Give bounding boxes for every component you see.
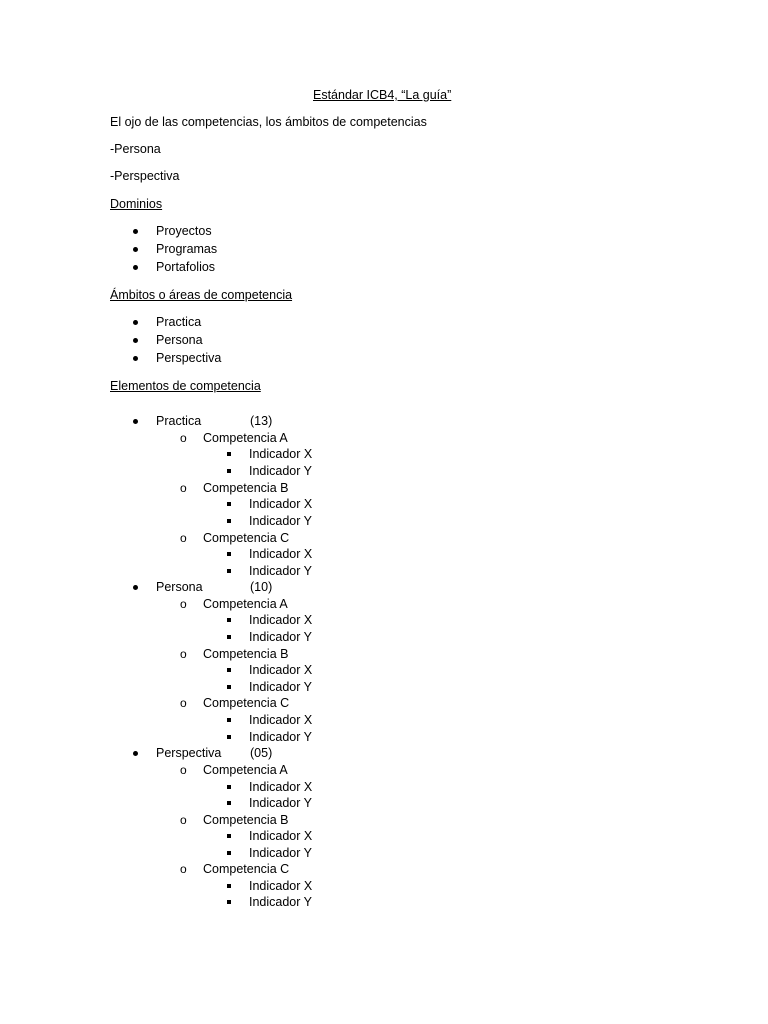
indicador: Indicador X (249, 829, 313, 843)
indicador: Indicador Y (249, 464, 313, 478)
square-bullet-icon (227, 452, 231, 456)
bullet-icon (133, 338, 138, 343)
indicador: Indicador Y (249, 564, 313, 578)
bullet-icon (133, 229, 138, 234)
circle-bullet-icon: o (180, 481, 187, 495)
ambitos-heading: Ámbitos o áreas de competencia (110, 288, 293, 302)
group-name: Persona (156, 580, 203, 594)
square-bullet-icon (227, 785, 231, 789)
indicador: Indicador X (249, 447, 313, 461)
indicador: Indicador Y (249, 730, 313, 744)
circle-bullet-icon: o (180, 531, 187, 545)
dash-item-perspectiva: -Perspectiva (110, 169, 180, 183)
square-bullet-icon (227, 900, 231, 904)
circle-bullet-icon: o (180, 862, 187, 876)
square-bullet-icon (227, 884, 231, 888)
circle-bullet-icon: o (180, 431, 187, 445)
document-title: Estándar ICB4, “La guía” (313, 88, 452, 102)
competencia-name: Competencia C (203, 862, 290, 876)
square-bullet-icon (227, 718, 231, 722)
competencia-name: Competencia A (203, 763, 288, 777)
square-bullet-icon (227, 569, 231, 573)
bullet-icon (133, 419, 138, 424)
group-count: (10) (250, 580, 273, 594)
ambito-item: Perspectiva (156, 351, 222, 365)
competencia-name: Competencia A (203, 597, 288, 611)
square-bullet-icon (227, 635, 231, 639)
indicador: Indicador Y (249, 630, 313, 644)
indicador: Indicador X (249, 879, 313, 893)
indicador: Indicador Y (249, 680, 313, 694)
square-bullet-icon (227, 618, 231, 622)
dominio-item: Programas (156, 242, 218, 256)
square-bullet-icon (227, 685, 231, 689)
circle-bullet-icon: o (180, 597, 187, 611)
bullet-icon (133, 265, 138, 270)
indicador: Indicador Y (249, 514, 313, 528)
bullet-icon (133, 585, 138, 590)
group-count: (05) (250, 746, 273, 760)
square-bullet-icon (227, 469, 231, 473)
dash-item-persona: -Persona (110, 142, 161, 156)
circle-bullet-icon: o (180, 813, 187, 827)
dominios-heading: Dominios (110, 197, 163, 211)
indicador: Indicador X (249, 547, 313, 561)
bullet-icon (133, 247, 138, 252)
square-bullet-icon (227, 851, 231, 855)
group-name: Practica (156, 414, 202, 428)
dominio-item: Proyectos (156, 224, 212, 238)
indicador: Indicador Y (249, 846, 313, 860)
group-count: (13) (250, 414, 273, 428)
indicador: Indicador Y (249, 895, 313, 909)
bullet-icon (133, 320, 138, 325)
indicador: Indicador X (249, 780, 313, 794)
square-bullet-icon (227, 735, 231, 739)
circle-bullet-icon: o (180, 763, 187, 777)
ambito-item: Practica (156, 315, 202, 329)
square-bullet-icon (227, 834, 231, 838)
bullet-icon (133, 356, 138, 361)
dominio-item: Portafolios (156, 260, 216, 274)
elementos-heading: Elementos de competencia (110, 379, 261, 393)
square-bullet-icon (227, 552, 231, 556)
competencia-name: Competencia B (203, 647, 289, 661)
intro-paragraph: El ojo de las competencias, los ámbitos de competencias (110, 115, 427, 129)
square-bullet-icon (227, 668, 231, 672)
indicador: Indicador X (249, 713, 313, 727)
competencia-name: Competencia B (203, 813, 289, 827)
bullet-icon (133, 751, 138, 756)
square-bullet-icon (227, 801, 231, 805)
competencia-name: Competencia C (203, 531, 290, 545)
competencia-name: Competencia B (203, 481, 289, 495)
indicador: Indicador Y (249, 796, 313, 810)
ambito-item: Persona (156, 333, 203, 347)
circle-bullet-icon: o (180, 647, 187, 661)
circle-bullet-icon: o (180, 696, 187, 710)
indicador: Indicador X (249, 497, 313, 511)
square-bullet-icon (227, 519, 231, 523)
group-name: Perspectiva (156, 746, 222, 760)
indicador: Indicador X (249, 613, 313, 627)
competencia-name: Competencia C (203, 696, 290, 710)
competencia-name: Competencia A (203, 431, 288, 445)
square-bullet-icon (227, 502, 231, 506)
indicador: Indicador X (249, 663, 313, 677)
